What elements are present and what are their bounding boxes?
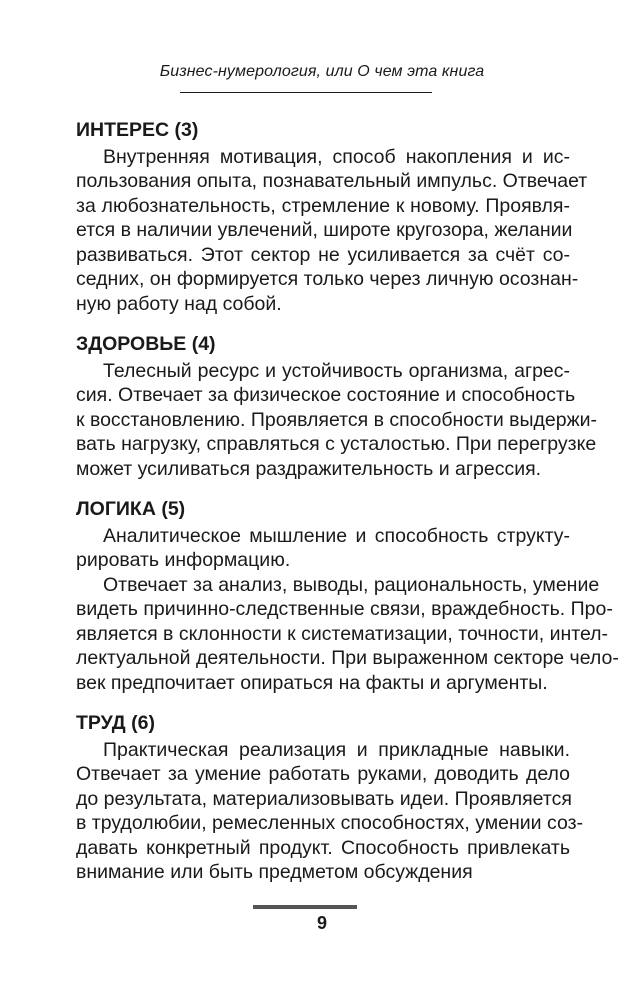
text-line: сия. Отвечает за физическое состояние и способность: [76, 384, 576, 406]
paragraph: [76, 738, 584, 885]
text-line: является в склонности к систематизации, точности, интел-: [76, 622, 609, 645]
section-heading: ТРУД (6): [76, 712, 155, 734]
paragraph: [76, 524, 570, 573]
section: [76, 332, 598, 481]
paragraph: [76, 359, 598, 482]
text-line: Внутренняя мотивация, способ накопления и ис-: [103, 145, 570, 168]
text-line: рировать информацию.: [76, 549, 291, 571]
text-line: Практическая реализация и прикладные навыки.: [103, 738, 570, 761]
text-line: Отвечает за анализ, выводы, рациональность, умение: [103, 573, 600, 596]
text-line: ется в наличии увлечений, широте кругозора, желании: [76, 219, 573, 241]
section-heading: ИНТЕРЕС (3): [76, 119, 199, 141]
running-header: Бизнес-нумерология, или О чем эта книга: [159, 63, 485, 80]
text-line: век предпочитает опираться на факты и аргументы.: [76, 671, 548, 694]
text-line: видеть причинно-следственные связи, враждебность. Про-: [76, 598, 613, 620]
page-number-bar: [253, 905, 357, 909]
text-line: Отвечает за умение работать руками, доводить дело: [76, 763, 570, 785]
text-line: развиваться. Этот сектор не усиливается за счёт со-: [76, 243, 570, 266]
book-page-content: [76, 118, 619, 901]
paragraph: [76, 573, 619, 696]
text-line: Телесный ресурс и устойчивость организма, агрес-: [103, 359, 570, 382]
section-heading: ЗДОРОВЬЕ (4): [76, 333, 216, 355]
text-line: вать нагрузку, справляться с усталостью. При перегрузке: [76, 433, 597, 455]
text-line: за любознательность, стремление к новому. Проявля-: [76, 194, 570, 217]
text-line: внимание или быть предметом обсуждения: [76, 861, 473, 883]
text-line: ную работу над собой.: [76, 292, 282, 315]
paragraph: [76, 145, 588, 317]
section: [76, 118, 588, 316]
text-line: Аналитическое мышление и способность структу-: [103, 524, 570, 547]
text-line: лектуальной деятельности. При выраженном секторе чело-: [76, 647, 619, 669]
section-heading: ЛОГИКА (5): [76, 498, 186, 520]
text-line: к восстановлению. Проявляется в способности выдержи-: [76, 408, 598, 431]
text-line: может усиливаться раздражительность и агрессия.: [76, 457, 542, 480]
text-line: пользования опыта, познавательный импульс. Отвечает: [76, 170, 588, 192]
section: [76, 711, 584, 885]
header-rule: [180, 92, 432, 93]
text-line: в трудолюбии, ремесленных способностях, умении соз-: [76, 812, 584, 834]
text-line: седних, он формируется только через личную осознан-: [76, 268, 579, 290]
text-line: давать конкретный продукт. Способность привлекать: [76, 836, 570, 859]
section: [76, 497, 619, 695]
text-line: до результата, материализовывать идеи. Проявляется: [76, 787, 572, 810]
page-number: 9: [316, 913, 327, 933]
